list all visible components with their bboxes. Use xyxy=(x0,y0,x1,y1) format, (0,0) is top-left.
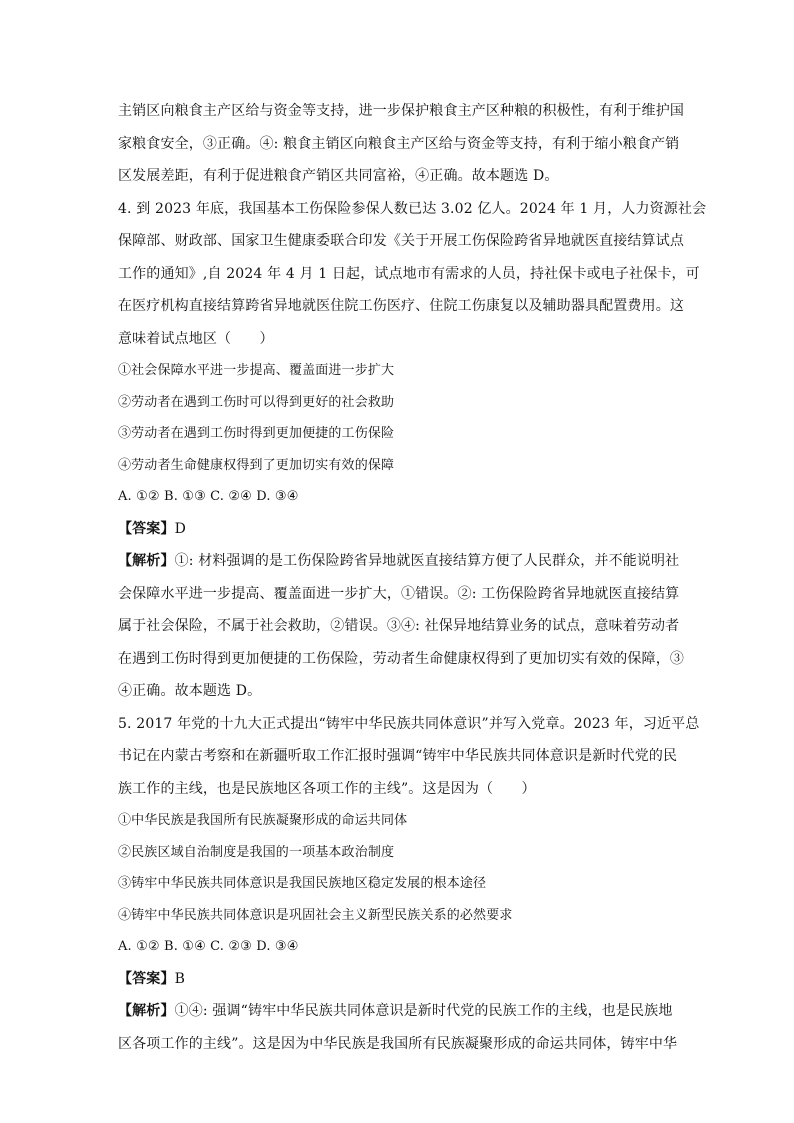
answer-tag: 【答案】 xyxy=(118,520,175,537)
answer-value: D xyxy=(174,520,186,537)
question-5-stem: 族工作的主线，也是民族地区各项工作的主线”。这是因为（ ） xyxy=(118,780,536,797)
question-5-analysis: 区各项工作的主线”。这是因为中华民族是我国所有民族凝聚形成的命运共同体，铸牢中华 xyxy=(118,1035,678,1052)
question-5-answer xyxy=(118,963,684,996)
question-4-option: ②劳动者在遇到工伤时可以得到更好的社会救助 xyxy=(118,394,395,410)
question-5-stem: 书记在内蒙古考察和在新疆听取工作汇报时强调“铸牢中华民族共同体意识是新时代党的民 xyxy=(118,748,678,764)
question-4-option: ③劳动者在遇到工伤时得到更加便捷的工伤保险 xyxy=(118,426,395,441)
analysis-tag: 【解析】 xyxy=(118,1003,175,1019)
question-4-option: ④劳动者生命健康权得到了更加切实有效的保障 xyxy=(118,457,395,473)
question-4-analysis xyxy=(118,545,684,578)
question-4-option: ①社会保障水平进一步提高、覆盖面进一步扩大 xyxy=(118,363,395,378)
question-4-analysis: 属于社会保险，不属于社会救助，②错误。③④: 社保异地结算业务的试点，意味着劳动者 xyxy=(118,618,680,634)
analysis-text: ①: 材料强调的是工伤保险跨省异地就医直接结算方便了人民群众，并不能说明社 xyxy=(174,553,680,569)
question-5-option: ①中华民族是我国所有民族凝聚形成的命运共同体 xyxy=(118,813,408,828)
question-4-stem: 意味着试点地区（ ） xyxy=(118,330,274,347)
question-4-analysis: 在遇到工伤时得到更加便捷的工伤保险，劳动者生命健康权得到了更加切实有效的保障，③ xyxy=(118,650,684,667)
text-line: 区发展差距，有利于促进粮食产销区共同富裕，④正确。故本题选 D。 xyxy=(118,168,559,184)
question-4-stem: 工作的通知》,自 2024 年 4 月 1 日起，试点地市有需求的人员，持社保卡或电子社保卡，可 xyxy=(118,265,700,282)
analysis-text: ①④: 强调“铸牢中华民族共同体意识是新时代党的民族工作的主线，也是民族地 xyxy=(174,1003,673,1019)
document-page xyxy=(118,95,707,1060)
question-5-choices: A. ①② B. ①④ C. ②③ D. ③④ xyxy=(118,939,299,954)
question-4-analysis: 会保障水平进一步提高、覆盖面进一步扩大，①错误。②: 工伤保险跨省异地就医直接结算 xyxy=(118,585,680,602)
question-5-option: ②民族区域自治制度是我国的一项基本政治制度 xyxy=(118,844,395,860)
text-line: 家粮食安全，③正确。④: 粮食主销区向粮食主产区给与资金等支持，有利于缩小粮食产销 xyxy=(118,135,680,152)
text-line: 主销区向粮食主产区给与资金等支持，进一步保护粮食主产区种粮的积极性，有利于维护国 xyxy=(118,103,684,119)
question-4-stem: 保障部、财政部、国家卫生健康委联合印发《关于开展工伤保险跨省异地就医直接结算试点 xyxy=(118,233,684,249)
question-4-stem: 在医疗机构直接结算跨省异地就医住院工伤医疗、住院工伤康复以及辅助器具配置费用。这 xyxy=(118,298,684,314)
question-4-choices: A. ①② B. ①③ C. ②④ D. ③④ xyxy=(118,489,299,504)
question-4-answer xyxy=(118,513,684,546)
question-5-stem: 5. 2017 年党的十九大正式提出“铸牢中华民族共同体意识”并写入党章。2023 年，习近平总 xyxy=(118,715,700,732)
question-4-analysis: ④正确。故本题选 D。 xyxy=(118,683,262,699)
question-5-option: ④铸牢中华民族共同体意识是巩固社会主义新型民族关系的必然要求 xyxy=(118,907,513,923)
question-4-stem: 4. 到 2023 年底，我国基本工伤保险参保人数已达 3.02 亿人。2024 年 1 月，人力资源社会 xyxy=(118,200,707,217)
question-5-option: ③铸牢中华民族共同体意识是我国民族地区稳定发展的根本途径 xyxy=(118,876,487,891)
question-5-analysis xyxy=(118,995,684,1028)
answer-value: B xyxy=(174,970,186,987)
answer-tag: 【答案】 xyxy=(118,970,175,987)
analysis-tag: 【解析】 xyxy=(118,553,175,569)
